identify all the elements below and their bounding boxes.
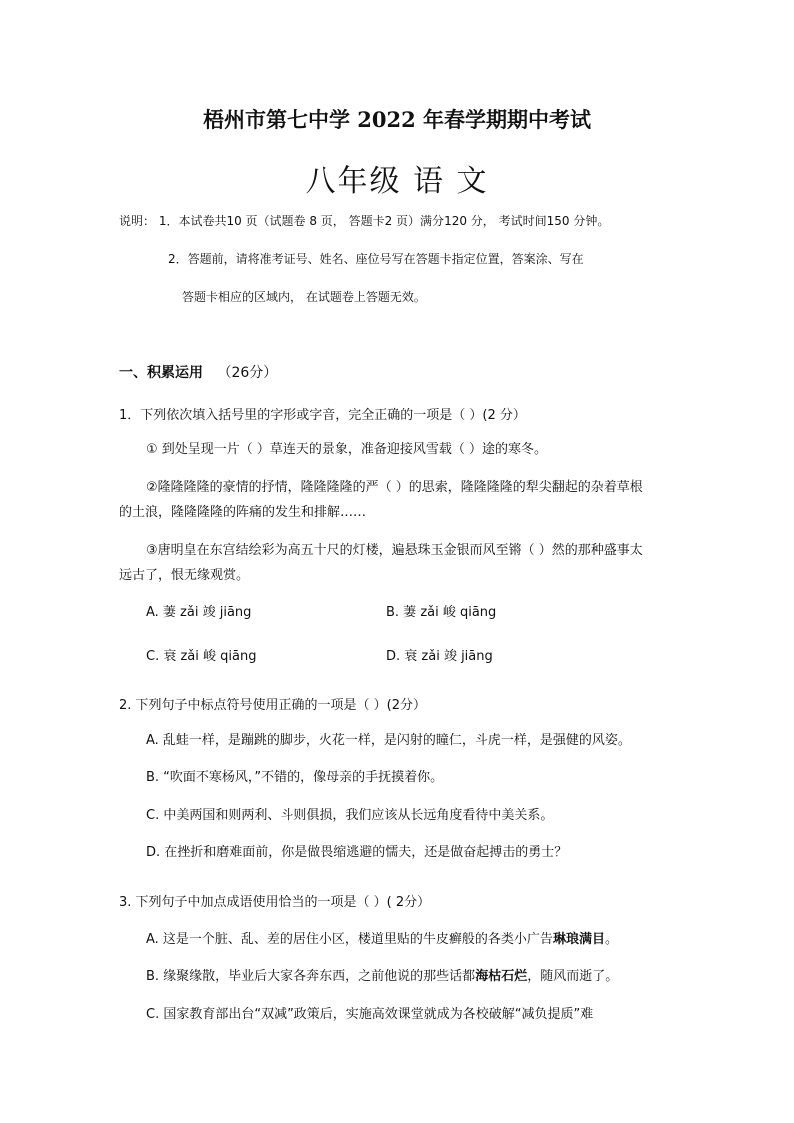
q2-option-d: D. 在挫折和磨难面前，你是做畏缩逃避的懦夫，还是做奋起搏击的勇士？ <box>146 845 568 860</box>
q3-option-c: C. 国家教育部出台“双减”政策后，实施高效课堂就成为各校破解“减负提质”难 <box>146 1007 594 1022</box>
q2-option-b: B. “吹面不寒杨风，”不错的，像母亲的手抚摸着你。 <box>146 770 444 785</box>
q1-option-d: D. 衰 zǎi 竣 jiāng <box>386 649 493 664</box>
q3-stem: 3. 下列句子中加点成语使用恰当的一项是（ ）( 2分） <box>119 895 431 910</box>
q1-option-c: C. 衰 zǎi 峻 qiāng <box>146 649 257 664</box>
q1-item-2a: ②隆隆隆隆的豪情的抒情，隆隆隆隆的严（ ）的思索，隆隆隆隆的犁尖翻起的杂着草根 <box>146 480 643 495</box>
q1-item-1: ① 到处呈现一片（ ）草连天的景象，准备迎接风雪载（ ）途的寒冬。 <box>146 442 548 457</box>
instruction-line-2: 2．答题前，请将准考证号、姓名、座位号写在答题卡指定位置，答案涂、写在 <box>168 252 584 266</box>
q1-option-a: A. 萋 zǎi 竣 jiāng <box>146 605 252 620</box>
q1-option-b: B. 萋 zǎi 峻 qiāng <box>386 605 497 620</box>
q2-option-c: C. 中美两国和则两利、斗则俱损，我们应该从长远角度看待中美关系。 <box>146 808 554 823</box>
exam-title: 梧州市第七中学 2022 年春学期期中考试 <box>202 107 592 132</box>
q3-option-a-text: A. 这是一个脏、乱、差的居住小区，楼道里贴的牛皮癣般的各类小广告 <box>146 932 553 947</box>
q1-item-3b: 远古了，恨无缘观赏。 <box>119 568 250 583</box>
q3-option-b-end: ，随风而逝了。 <box>527 969 619 984</box>
q3-option-b <box>146 967 618 987</box>
instruction-line-1: 说明： 1．本试卷共10 页（试题卷 8 页， 答题卡2 页）满分120 分， 考试时间150 分钟。 <box>119 214 610 228</box>
q1-stem: 1．下列依次填入括号里的字形或字音，完全正确的一项是（ ）(2 分） <box>119 408 526 423</box>
q3-option-b-text: B. 缘聚缘散，毕业后大家各奔东西，之前他说的那些话都 <box>146 969 476 984</box>
q3-option-a-end: 。 <box>604 932 618 947</box>
instruction-line-3: 答题卡相应的区域内， 在试题卷上答题无效。 <box>182 290 426 304</box>
section-score: （26分） <box>217 365 278 381</box>
section-title: 一、积累运用 <box>119 365 203 381</box>
q3-option-b-idiom: 海枯石烂 <box>475 969 528 984</box>
q1-item-3a: ③唐明皇在东宫结绘彩为高五十尺的灯楼，遍悬珠玉金银而风至锵（ ）然的那种盛事太 <box>146 543 643 558</box>
q1-item-2b: 的土浪，隆隆隆隆的阵痛的发生和排解…… <box>119 505 367 520</box>
q3-option-a <box>146 930 618 950</box>
exam-subtitle: 八年级 语 文 <box>305 164 489 199</box>
q2-stem: 2. 下列句子中标点符号使用正确的一项是（ ）(2分） <box>119 698 427 713</box>
section-heading <box>119 362 277 382</box>
q3-option-a-idiom: 琳琅满目 <box>552 932 605 947</box>
q2-option-a: A. 乱蛙一样，是蹦跳的脚步，火花一样，是闪射的瞳仁，斗虎一样，是强健的风姿。 <box>146 733 631 748</box>
